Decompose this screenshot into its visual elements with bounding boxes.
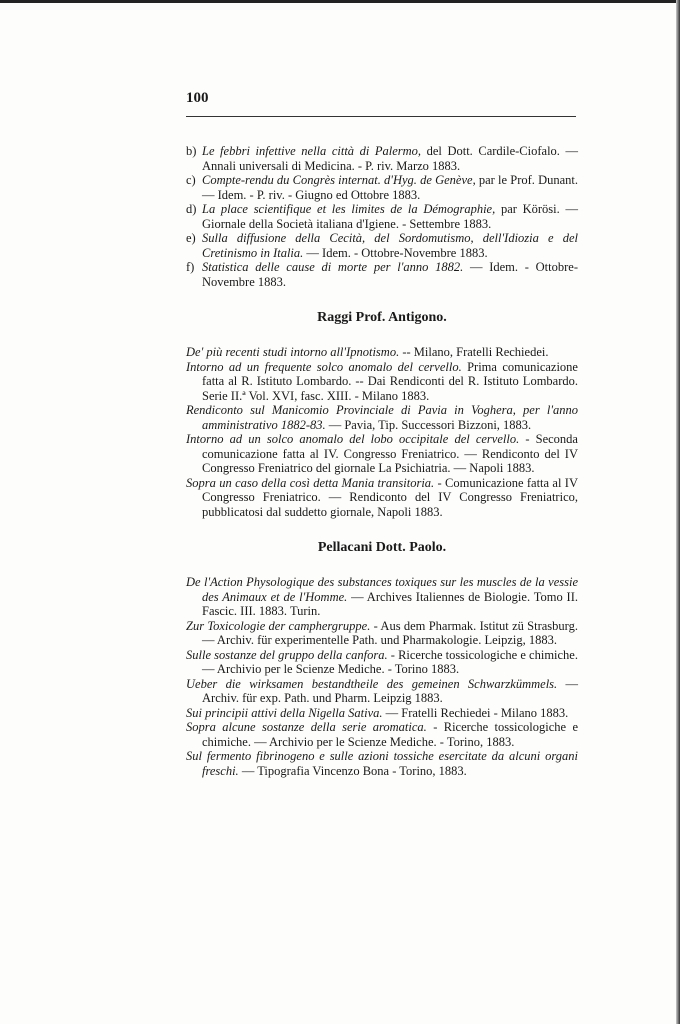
entry-details: Prima comunicazione fatta al R. Istituto Lombardo. -- Dai Rendiconti del R. Istituto Lombardo. Serie II.ª Vol. XVI, fasc. XIII. - Milano 1883.: [202, 359, 578, 403]
entry-title: Sul fermento fibrinogeno e sulle azioni tossiche esercitate da alcuni organi freschi.: [186, 749, 578, 778]
entry-title: Intorno ad un solco anomalo del lobo occipitale del cervello.: [186, 432, 520, 446]
bibliography-entry: [186, 706, 578, 721]
entry-details: — Idem. - Ottobre-Novembre 1883.: [303, 245, 488, 260]
bibliography-entry: [186, 749, 578, 778]
entry-title: Ueber die wirksamen bestandtheile des gemeinen Schwarzkümmels.: [186, 676, 558, 691]
entry-title: De' più recenti studi intorno all'Ipnotismo.: [186, 345, 400, 359]
page-body: [186, 144, 578, 778]
bibliography-entry: [186, 720, 578, 749]
bibliography-entry: [186, 144, 578, 173]
section-pellacani-list: [186, 575, 578, 778]
entry-title: Sulle sostanze del gruppo della canfora.: [186, 647, 388, 662]
entry-details: par Körösi. — Giornale della Società italiana d'Igiene. - Settembre 1883.: [202, 202, 578, 231]
bibliography-entry: [186, 173, 578, 202]
entry-title: De l'Action Physologique des substances toxiques sur les muscles de la vessie des Animaux et de l'Homme.: [186, 575, 578, 604]
bibliography-entry: [186, 677, 578, 706]
bibliography-entry: [186, 619, 578, 648]
entry-details: - Seconda comunicazione fatta al IV. Congresso Freniatrico. — Rendiconto del IV Congresso Freniatrico del giornale La Psichiatria. — Napoli 1883.: [202, 432, 578, 475]
section-raggi-list: [186, 345, 578, 519]
section-continued-list: [186, 144, 578, 289]
scan-edge-right: [676, 0, 680, 1024]
entry-details: — Tipografia Vincenzo Bona - Torino, 1883.: [238, 763, 467, 778]
entry-details: -- Milano, Fratelli Rechiedei.: [399, 345, 549, 359]
entry-details: — Fratelli Rechiedei - Milano 1883.: [382, 705, 569, 720]
section-heading-pellacani: Pellacani Dott. Paolo.: [317, 540, 447, 555]
section-heading-raggi: Raggi Prof. Antigono.: [317, 310, 447, 325]
entry-label: d): [186, 202, 197, 216]
bibliography-entry: [186, 360, 578, 404]
entry-label: e): [186, 231, 196, 245]
entry-title: La place scientifique et les limites de la Démographie,: [202, 202, 496, 216]
entry-details: - Aus dem Pharmak. Istitut zü Strasburg. — Archiv. für experimentelle Path. und Pharmakologie. Leipzig, 1883.: [202, 618, 578, 647]
bibliography-entry: [186, 476, 578, 520]
header-rule: [186, 116, 576, 117]
entry-title: Statistica delle cause di morte per l'anno 1882.: [202, 260, 464, 274]
entry-details: — Idem. - Ottobre-Novembre 1883.: [202, 260, 578, 289]
entry-details: — Archiv. für exp. Path. und Pharm. Leipzig 1883.: [202, 676, 578, 705]
bibliography-entry: [186, 432, 578, 476]
entry-title: Sulla diffusione della Cecità, del Sordomutismo, dell'Idiozia e del Cretinismo in Italia.: [202, 231, 578, 260]
entry-title: Intorno ad un frequente solco anomalo del cervello.: [186, 359, 462, 374]
entry-label: f): [186, 260, 195, 274]
entry-details: - Ricerche tossicologiche e chimiche. — Archivio per le Scienze Mediche. - Torino 1883.: [202, 647, 578, 676]
entry-title: Rendiconto sul Manicomio Provinciale di Pavia in Voghera, per l'anno amministrativo 1882-83.: [186, 403, 578, 432]
bibliography-entry: [186, 202, 578, 231]
entry-label: b): [186, 144, 197, 158]
entry-details: - Comunicazione fatta al IV Congresso Freniatrico. — Rendiconto del IV Congresso Freniatrico, pubblicatosi dal suddetto giornale, Napoli 1883.: [202, 475, 578, 519]
entry-label: c): [186, 173, 196, 187]
entry-title: Zur Toxicologie der camphergruppe.: [186, 618, 371, 633]
entry-details: — Pavia, Tip. Successori Bizzoni, 1883.: [325, 417, 532, 432]
bibliography-entry: [186, 575, 578, 619]
entry-title: Sopra alcune sostanze della serie aromatica.: [186, 720, 427, 734]
scan-edge-top: [0, 0, 680, 3]
bibliography-entry: [186, 345, 578, 360]
entry-title: Compte-rendu du Congrès internat. d'Hyg. de Genève,: [202, 173, 476, 187]
bibliography-entry: [186, 260, 578, 289]
entry-title: Sui principii attivi della Nigella Sativa.: [186, 705, 383, 720]
entry-details: del Dott. Cardile-Ciofalo. — Annali universali di Medicina. - P. riv. Marzo 1883.: [202, 144, 578, 173]
bibliography-entry: [186, 231, 578, 260]
entry-title: Le febbri infettive nella città di Palermo,: [202, 144, 422, 158]
page-number: 100: [186, 90, 209, 106]
bibliography-entry: [186, 648, 578, 677]
entry-title: Sopra un caso della così detta Mania transitoria.: [186, 475, 435, 490]
bibliography-entry: [186, 403, 578, 432]
entry-details: - Ricerche tossicologiche e chimiche. — Archivio per le Scienze Mediche. - Torino, 1883.: [202, 720, 578, 749]
entry-details: — Archives Italiennes de Biologie. Tomo II. Fascic. III. 1883. Turin.: [202, 589, 578, 618]
entry-details: par le Prof. Dunant. — Idem. - P. riv. - Giugno ed Ottobre 1883.: [202, 173, 578, 202]
